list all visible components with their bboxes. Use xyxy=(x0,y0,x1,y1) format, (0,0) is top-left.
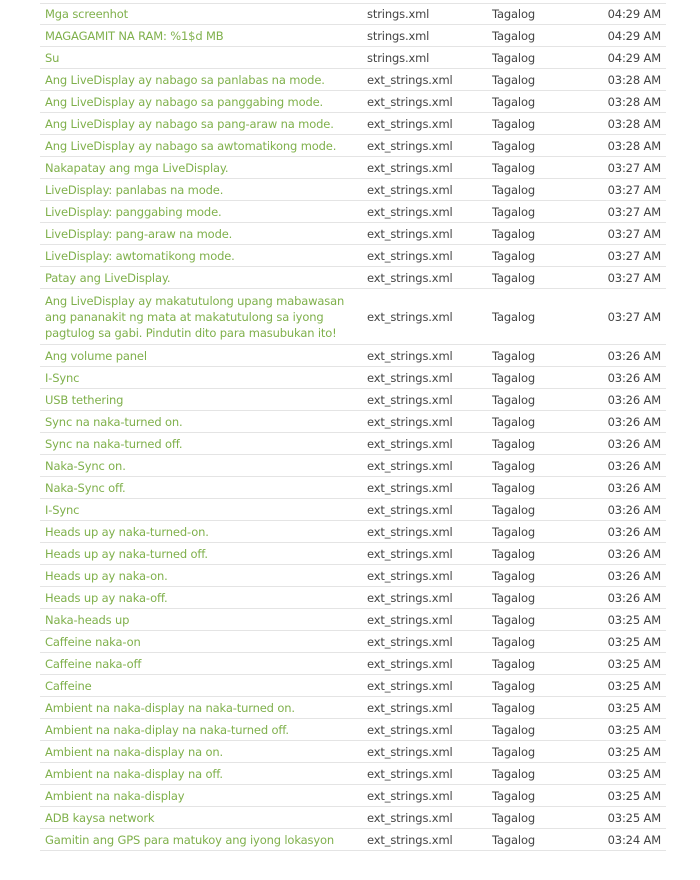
table-row xyxy=(40,829,666,851)
language: Tagalog xyxy=(492,7,535,21)
table-row xyxy=(40,609,666,631)
table-row xyxy=(40,543,666,565)
string-link[interactable]: Ambient na naka-display na on. xyxy=(45,744,224,759)
table-row xyxy=(40,477,666,499)
timestamp: 03:26 AM xyxy=(607,414,661,429)
timestamp: 03:25 AM xyxy=(607,722,661,737)
table-row xyxy=(40,433,666,455)
file-name: ext_strings.xml xyxy=(367,722,453,737)
file-name: strings.xml xyxy=(367,28,430,43)
file-name: ext_strings.xml xyxy=(367,270,453,285)
string-link[interactable]: Caffeine naka-off xyxy=(45,656,142,671)
table-row xyxy=(40,47,666,69)
file-name: strings.xml xyxy=(367,7,430,21)
language: Tagalog xyxy=(492,546,535,561)
language: Tagalog xyxy=(492,810,535,825)
string-link[interactable]: Ambient na naka-display xyxy=(45,788,185,803)
translations-table xyxy=(40,3,666,851)
string-link[interactable]: Ang LiveDisplay ay nabago sa pang-araw na mode. xyxy=(45,116,334,131)
language: Tagalog xyxy=(492,116,535,131)
timestamp: 03:24 AM xyxy=(607,832,661,847)
file-name: ext_strings.xml xyxy=(367,656,453,671)
string-link[interactable]: Ambient na naka-display na naka-turned on. xyxy=(45,700,295,715)
language: Tagalog xyxy=(492,50,535,65)
timestamp: 03:25 AM xyxy=(607,700,661,715)
timestamp: 03:28 AM xyxy=(607,138,661,153)
file-name: ext_strings.xml xyxy=(367,788,453,803)
file-name: strings.xml xyxy=(367,50,430,65)
timestamp: 03:26 AM xyxy=(607,370,661,385)
timestamp: 03:28 AM xyxy=(607,72,661,87)
string-link[interactable]: LiveDisplay: pang-araw na mode. xyxy=(45,226,233,241)
language: Tagalog xyxy=(492,28,535,43)
timestamp: 03:27 AM xyxy=(607,182,661,197)
file-name: ext_strings.xml xyxy=(367,309,453,324)
timestamp: 03:26 AM xyxy=(607,546,661,561)
string-link[interactable]: Sync na naka-turned off. xyxy=(45,436,183,451)
language: Tagalog xyxy=(492,458,535,473)
table-row xyxy=(40,565,666,587)
table-row xyxy=(40,697,666,719)
file-name: ext_strings.xml xyxy=(367,612,453,627)
timestamp: 03:25 AM xyxy=(607,634,661,649)
language: Tagalog xyxy=(492,656,535,671)
language: Tagalog xyxy=(492,436,535,451)
string-link[interactable]: Ang volume panel xyxy=(45,348,147,363)
string-link[interactable]: Ambient na naka-display na off. xyxy=(45,766,223,781)
table-row xyxy=(40,741,666,763)
string-link[interactable]: Naka-heads up xyxy=(45,612,130,627)
timestamp: 03:28 AM xyxy=(607,94,661,109)
timestamp: 03:27 AM xyxy=(607,309,661,324)
table-row xyxy=(40,69,666,91)
table-row xyxy=(40,807,666,829)
string-link[interactable]: Heads up ay naka-off. xyxy=(45,590,168,605)
language: Tagalog xyxy=(492,72,535,87)
file-name: ext_strings.xml xyxy=(367,248,453,263)
timestamp: 03:27 AM xyxy=(607,160,661,175)
string-link[interactable]: I-Sync xyxy=(45,502,80,517)
file-name: ext_strings.xml xyxy=(367,94,453,109)
language: Tagalog xyxy=(492,766,535,781)
table-row xyxy=(40,91,666,113)
file-name: ext_strings.xml xyxy=(367,678,453,693)
string-link[interactable]: Naka-Sync off. xyxy=(45,480,126,495)
string-link[interactable]: Ambient na naka-diplay na naka-turned off. xyxy=(45,722,289,737)
language: Tagalog xyxy=(492,414,535,429)
language: Tagalog xyxy=(492,226,535,241)
table-row xyxy=(40,675,666,697)
timestamp: 03:26 AM xyxy=(607,436,661,451)
language: Tagalog xyxy=(492,722,535,737)
file-name: ext_strings.xml xyxy=(367,832,453,847)
file-name: ext_strings.xml xyxy=(367,480,453,495)
file-name: ext_strings.xml xyxy=(367,370,453,385)
table-row xyxy=(40,267,666,289)
language: Tagalog xyxy=(492,678,535,693)
language: Tagalog xyxy=(492,182,535,197)
string-link[interactable]: LiveDisplay: awtomatikong mode. xyxy=(45,248,235,263)
string-link[interactable]: Heads up ay naka-on. xyxy=(45,568,168,583)
language: Tagalog xyxy=(492,392,535,407)
timestamp: 03:27 AM xyxy=(607,270,661,285)
table-row xyxy=(40,345,666,367)
file-name: ext_strings.xml xyxy=(367,546,453,561)
timestamp: 03:25 AM xyxy=(607,678,661,693)
file-name: ext_strings.xml xyxy=(367,766,453,781)
timestamp: 03:25 AM xyxy=(607,656,661,671)
string-link[interactable]: Nakapatay ang mga LiveDisplay. xyxy=(45,160,229,175)
timestamp: 03:27 AM xyxy=(607,248,661,263)
language: Tagalog xyxy=(492,590,535,605)
table-row xyxy=(40,455,666,477)
language: Tagalog xyxy=(492,160,535,175)
language: Tagalog xyxy=(492,612,535,627)
timestamp: 03:26 AM xyxy=(607,480,661,495)
file-name: ext_strings.xml xyxy=(367,458,453,473)
language: Tagalog xyxy=(492,788,535,803)
file-name: ext_strings.xml xyxy=(367,744,453,759)
table-row xyxy=(40,289,666,345)
file-name: ext_strings.xml xyxy=(367,524,453,539)
language: Tagalog xyxy=(492,744,535,759)
file-name: ext_strings.xml xyxy=(367,436,453,451)
table-row xyxy=(40,135,666,157)
string-link[interactable]: Patay ang LiveDisplay. xyxy=(45,270,171,285)
string-link[interactable]: Su xyxy=(45,50,60,65)
timestamp: 03:27 AM xyxy=(607,204,661,219)
string-link[interactable]: Heads up ay naka-turned-on. xyxy=(45,524,209,539)
table-row xyxy=(40,785,666,807)
string-link[interactable]: Ang LiveDisplay ay nabago sa awtomatikong mode. xyxy=(45,138,337,153)
timestamp: 04:29 AM xyxy=(607,7,661,21)
file-name: ext_strings.xml xyxy=(367,634,453,649)
language: Tagalog xyxy=(492,480,535,495)
table-row xyxy=(40,763,666,785)
language: Tagalog xyxy=(492,348,535,363)
table-row xyxy=(40,411,666,433)
string-link[interactable]: Naka-Sync on. xyxy=(45,458,126,473)
file-name: ext_strings.xml xyxy=(367,348,453,363)
language: Tagalog xyxy=(492,204,535,219)
table-row xyxy=(40,3,666,25)
table-row xyxy=(40,25,666,47)
timestamp: 03:26 AM xyxy=(607,590,661,605)
file-name: ext_strings.xml xyxy=(367,810,453,825)
table-row xyxy=(40,179,666,201)
string-link[interactable]: Caffeine xyxy=(45,678,92,693)
timestamp: 04:29 AM xyxy=(607,50,661,65)
string-link[interactable]: LiveDisplay: panggabing mode. xyxy=(45,204,222,219)
timestamp: 03:26 AM xyxy=(607,524,661,539)
timestamp: 03:27 AM xyxy=(607,226,661,241)
table-row xyxy=(40,223,666,245)
table-row xyxy=(40,499,666,521)
table-row xyxy=(40,157,666,179)
timestamp: 03:25 AM xyxy=(607,766,661,781)
table-row xyxy=(40,367,666,389)
timestamp: 03:25 AM xyxy=(607,612,661,627)
timestamp: 03:26 AM xyxy=(607,568,661,583)
string-link[interactable]: Mga screenhot xyxy=(45,7,129,21)
string-link[interactable]: ADB kaysa network xyxy=(45,810,155,825)
file-name: ext_strings.xml xyxy=(367,392,453,407)
timestamp: 04:29 AM xyxy=(607,28,661,43)
language: Tagalog xyxy=(492,309,535,324)
timestamp: 03:25 AM xyxy=(607,744,661,759)
string-link[interactable]: LiveDisplay: panlabas na mode. xyxy=(45,182,224,197)
language: Tagalog xyxy=(492,568,535,583)
language: Tagalog xyxy=(492,248,535,263)
language: Tagalog xyxy=(492,524,535,539)
file-name: ext_strings.xml xyxy=(367,72,453,87)
string-link[interactable]: I-Sync xyxy=(45,370,80,385)
file-name: ext_strings.xml xyxy=(367,160,453,175)
file-name: ext_strings.xml xyxy=(367,116,453,131)
file-name: ext_strings.xml xyxy=(367,138,453,153)
language: Tagalog xyxy=(492,634,535,649)
table-row xyxy=(40,719,666,741)
timestamp: 03:25 AM xyxy=(607,788,661,803)
timestamp: 03:26 AM xyxy=(607,458,661,473)
timestamp: 03:26 AM xyxy=(607,502,661,517)
language: Tagalog xyxy=(492,370,535,385)
language: Tagalog xyxy=(492,138,535,153)
timestamp: 03:25 AM xyxy=(607,810,661,825)
string-link[interactable]: Sync na naka-turned on. xyxy=(45,414,183,429)
timestamp: 03:28 AM xyxy=(607,116,661,131)
file-name: ext_strings.xml xyxy=(367,700,453,715)
language: Tagalog xyxy=(492,700,535,715)
language: Tagalog xyxy=(492,502,535,517)
table-row xyxy=(40,201,666,223)
string-link[interactable]: Ang LiveDisplay ay makatutulong upang mabawasan ang pananakit ng mata at makatutulong sa iyong pagtulog sa gabi. Pindutin dito para masubukan ito! xyxy=(45,293,345,340)
table-row xyxy=(40,113,666,135)
language: Tagalog xyxy=(492,832,535,847)
language: Tagalog xyxy=(492,94,535,109)
string-link[interactable]: USB tethering xyxy=(45,392,124,407)
file-name: ext_strings.xml xyxy=(367,502,453,517)
string-link[interactable]: Caffeine naka-on xyxy=(45,634,141,649)
timestamp: 03:26 AM xyxy=(607,392,661,407)
file-name: ext_strings.xml xyxy=(367,204,453,219)
table-row xyxy=(40,389,666,411)
file-name: ext_strings.xml xyxy=(367,590,453,605)
string-link[interactable]: Gamitin ang GPS para matukoy ang iyong lokasyon xyxy=(45,832,335,847)
string-link[interactable]: Ang LiveDisplay ay nabago sa panggabing mode. xyxy=(45,94,324,109)
timestamp: 03:26 AM xyxy=(607,348,661,363)
table-row xyxy=(40,631,666,653)
string-link[interactable]: Heads up ay naka-turned off. xyxy=(45,546,208,561)
file-name: ext_strings.xml xyxy=(367,414,453,429)
file-name: ext_strings.xml xyxy=(367,226,453,241)
table-row xyxy=(40,587,666,609)
file-name: ext_strings.xml xyxy=(367,182,453,197)
table-row xyxy=(40,653,666,675)
string-link[interactable]: Ang LiveDisplay ay nabago sa panlabas na mode. xyxy=(45,72,325,87)
file-name: ext_strings.xml xyxy=(367,568,453,583)
string-link[interactable]: MAGAGAMIT NA RAM: %1$d MB xyxy=(45,28,224,43)
table-row xyxy=(40,521,666,543)
table-row xyxy=(40,245,666,267)
language: Tagalog xyxy=(492,270,535,285)
